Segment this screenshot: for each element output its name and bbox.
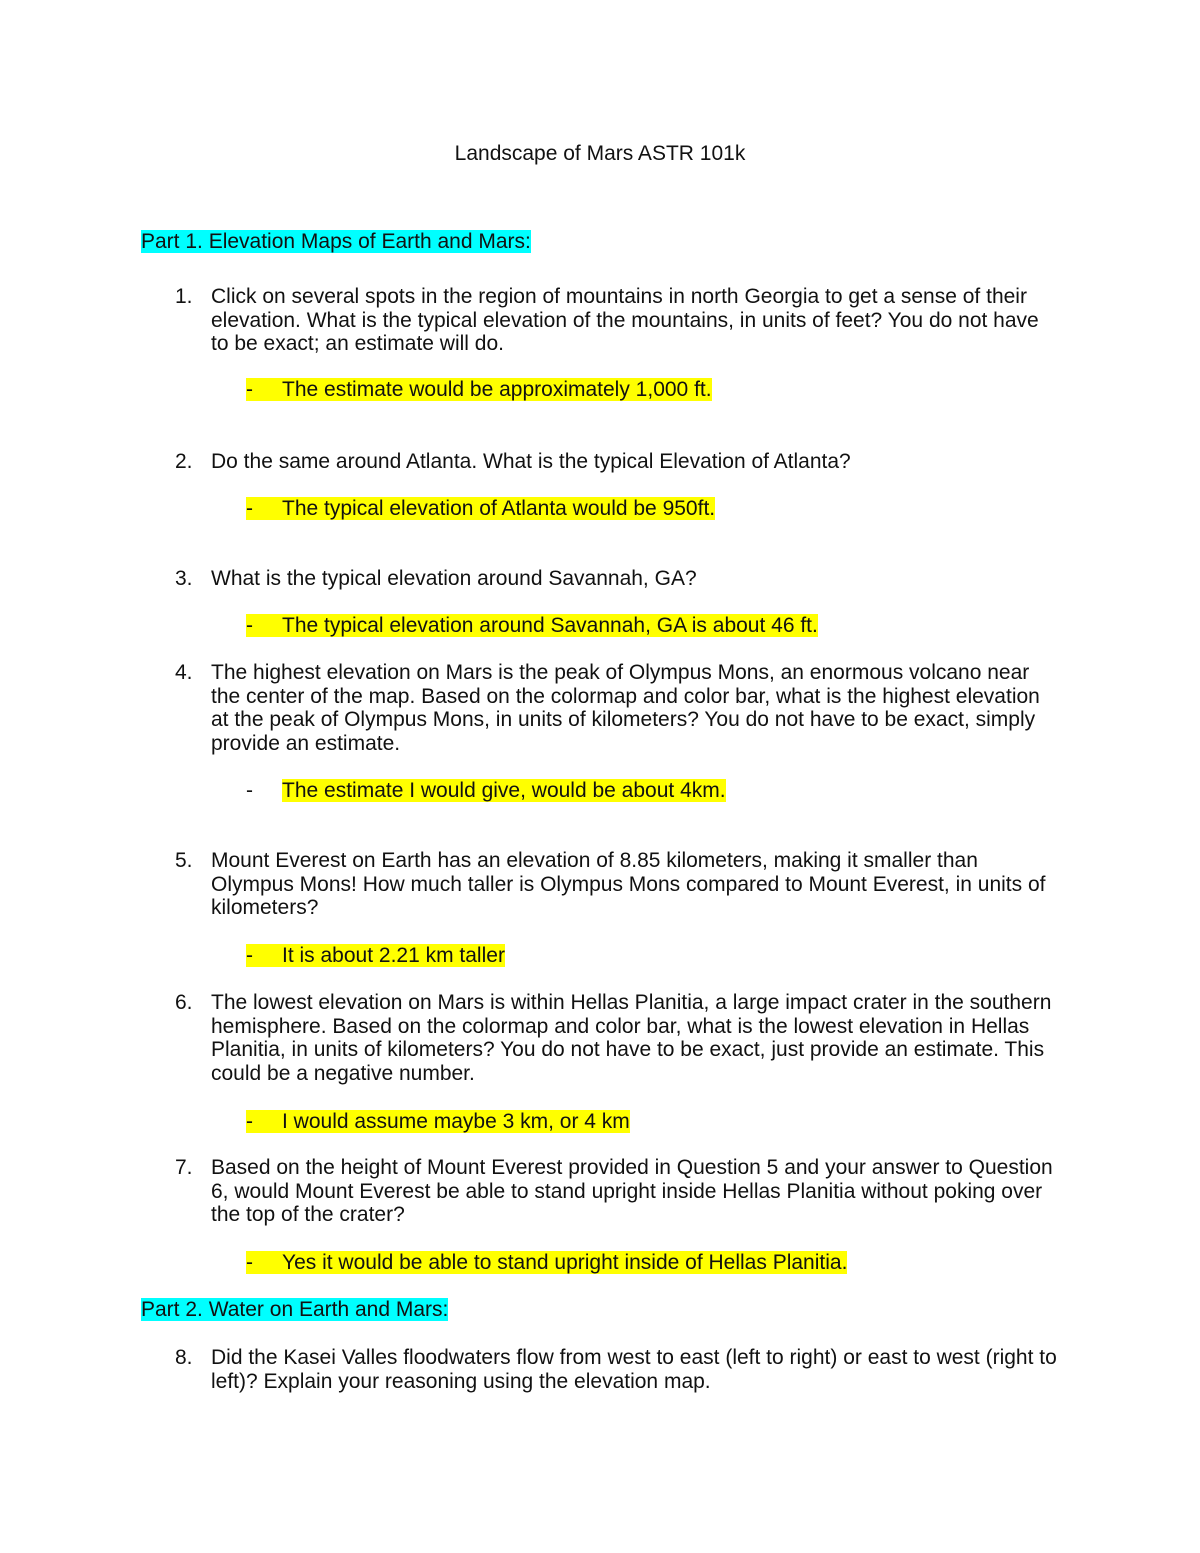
answer-1 bbox=[246, 377, 712, 402]
answer-dash: - bbox=[246, 779, 253, 802]
answer-5 bbox=[246, 943, 505, 968]
question-number: 4. bbox=[175, 661, 193, 684]
answer-text: The estimate I would give, would be about 4km. bbox=[282, 779, 726, 802]
question-text: The highest elevation on Mars is the peak of Olympus Mons, an enormous volcano near the center of the map. Based on the colormap and color bar, what is the highest elevation at the peak of Olympus Mons, in units of kilometers? You do not have to be exact, simply provide an estimate. bbox=[211, 661, 1040, 755]
question-text: What is the typical elevation around Savannah, GA? bbox=[211, 567, 697, 590]
answer-dash: - bbox=[246, 497, 253, 520]
answer-dash: - bbox=[246, 1110, 253, 1133]
question-text: Did the Kasei Valles floodwaters flow from west to east (left to right) or east to west (right to left)? Explain your reasoning using the elevation map. bbox=[211, 1346, 1057, 1393]
answer-7 bbox=[246, 1250, 847, 1275]
answer-text: The estimate would be approximately 1,000 ft. bbox=[282, 378, 712, 401]
question-text: Based on the height of Mount Everest provided in Question 5 and your answer to Question 6, would Mount Everest be able to stand upright inside Hellas Planitia without poking over the top of the crater? bbox=[211, 1156, 1053, 1226]
answer-3 bbox=[246, 613, 818, 638]
section-heading-part1 bbox=[141, 229, 531, 254]
question-number: 6. bbox=[175, 991, 193, 1014]
question-number: 1. bbox=[175, 285, 193, 308]
answer-4 bbox=[246, 778, 726, 803]
question-number: 7. bbox=[175, 1156, 193, 1179]
answer-dash: - bbox=[246, 944, 253, 967]
answer-dash: - bbox=[246, 614, 253, 637]
question-number: 8. bbox=[175, 1346, 193, 1369]
answer-text: The typical elevation around Savannah, GA is about 46 ft. bbox=[282, 614, 818, 637]
question-text: Click on several spots in the region of mountains in north Georgia to get a sense of their elevation. What is the typical elevation of the mountains, in units of feet? You do not have to be exact; an estimate will do. bbox=[211, 285, 1039, 355]
answer-dash: - bbox=[246, 1251, 253, 1274]
answer-text: It is about 2.21 km taller bbox=[282, 944, 505, 967]
question-number: 3. bbox=[175, 567, 193, 590]
question-text: The lowest elevation on Mars is within Hellas Planitia, a large impact crater in the southern hemisphere. Based on the colormap and color bar, what is the lowest elevation in Hellas Planitia, in units of kilometers? You do not have to be exact, just provide an estimate. This could be a negative number. bbox=[211, 991, 1052, 1085]
answer-text: The typical elevation of Atlanta would be 950ft. bbox=[282, 497, 716, 520]
question-number: 5. bbox=[175, 849, 193, 872]
answer-dash: - bbox=[246, 378, 253, 401]
answer-2 bbox=[246, 496, 715, 521]
answer-text: Yes it would be able to stand upright inside of Hellas Planitia. bbox=[282, 1251, 848, 1274]
question-text: Do the same around Atlanta. What is the typical Elevation of Atlanta? bbox=[211, 450, 851, 473]
answer-6 bbox=[246, 1109, 630, 1134]
section-heading-part2 bbox=[141, 1297, 448, 1322]
answer-text: I would assume maybe 3 km, or 4 km bbox=[282, 1110, 630, 1133]
question-text: Mount Everest on Earth has an elevation of 8.85 kilometers, making it smaller than Olympus Mons! How much taller is Olympus Mons compared to Mount Everest, in units of kilometers? bbox=[211, 849, 1046, 919]
section-heading-label: Part 1. Elevation Maps of Earth and Mars: bbox=[141, 230, 531, 253]
page-title: Landscape of Mars ASTR 101k bbox=[454, 142, 746, 165]
question-number: 2. bbox=[175, 450, 193, 473]
section-heading-label: Part 2. Water on Earth and Mars: bbox=[141, 1298, 449, 1321]
